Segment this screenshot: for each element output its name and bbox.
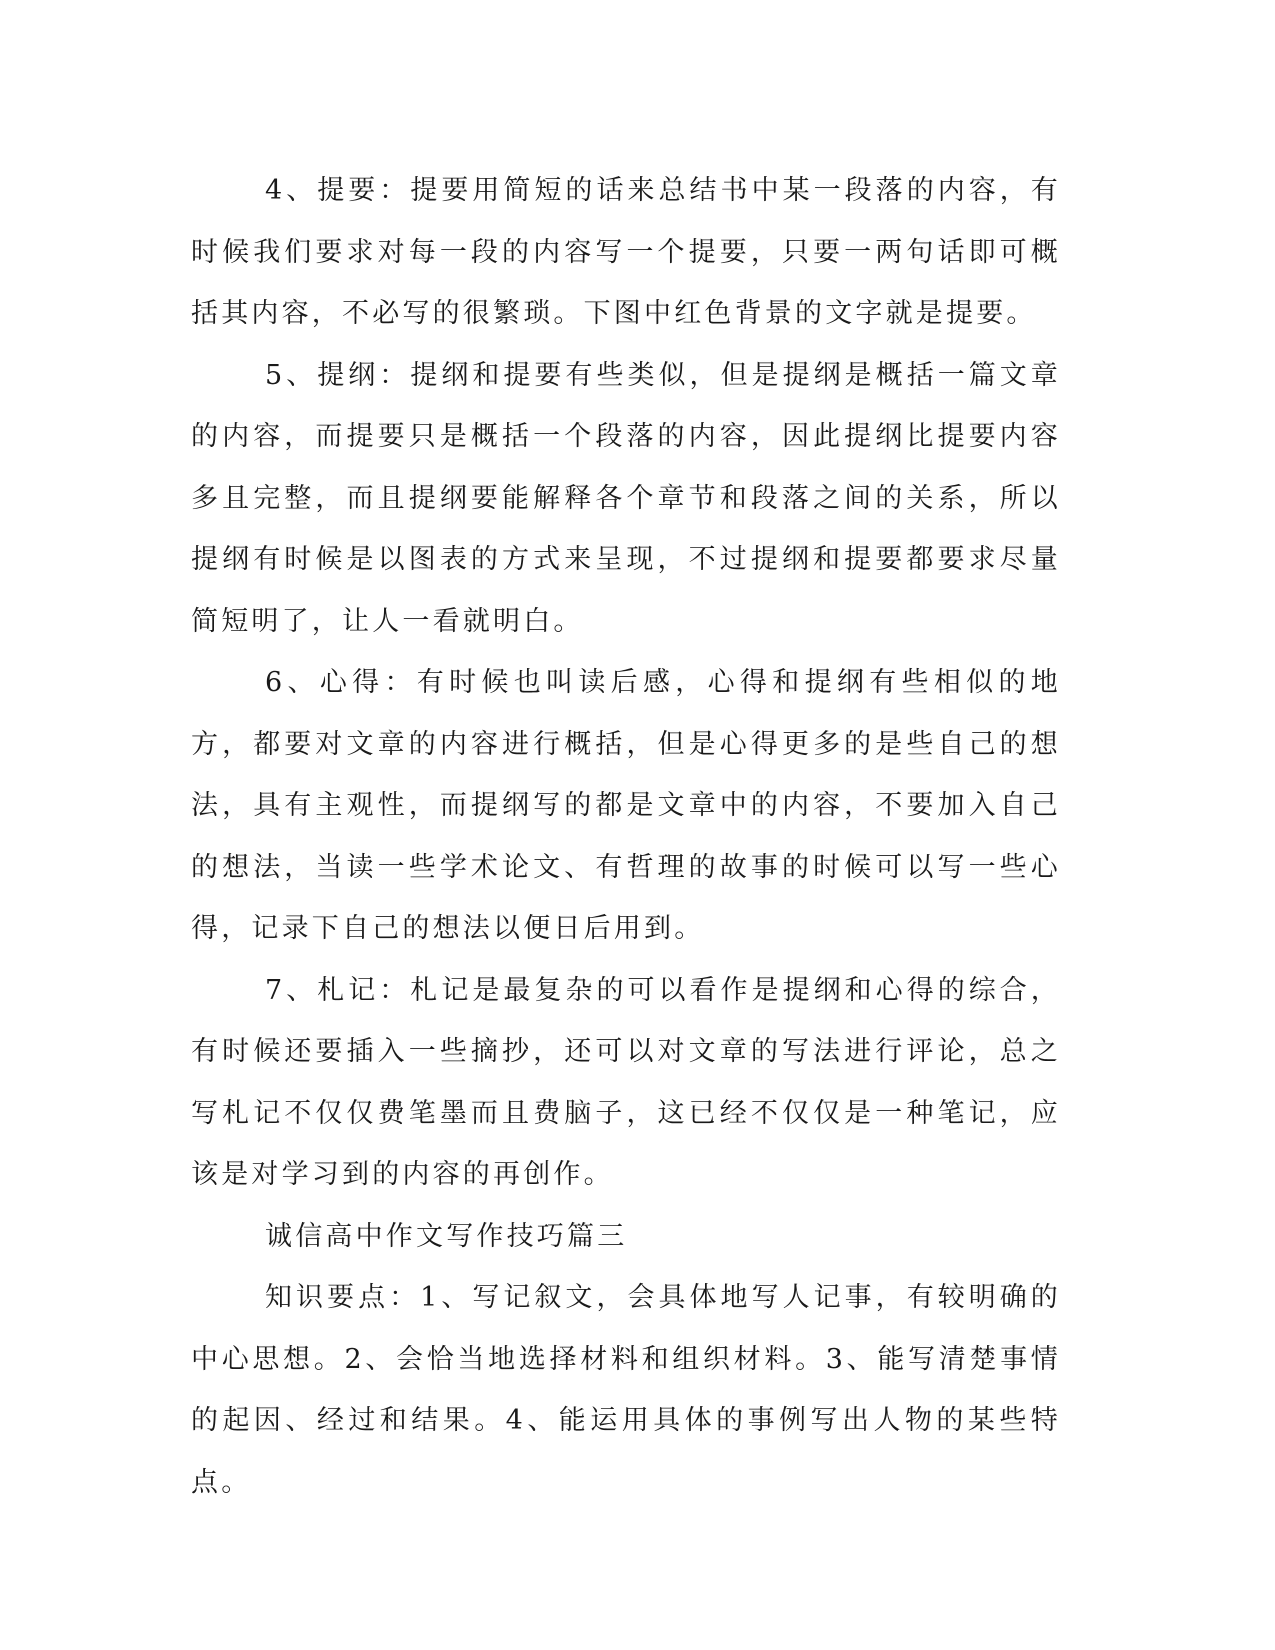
- paragraph-notes: 7、札记：札记是最复杂的可以看作是提纲和心得的综合，有时候还要插入一些摘抄，还可以对文章的写法进行评论，总之写札记不仅仅费笔墨而且费脑子，这已经不仅仅是一种笔记，应该是对学习到的内容的再创作。: [191, 974, 1061, 1190]
- document-body: [191, 160, 1061, 1513]
- paragraph-outline: 5、提纲：提纲和提要有些类似，但是提纲是概括一篇文章的内容，而提要只是概括一个段落的内容，因此提纲比提要内容多且完整，而且提纲要能解释各个章节和段落之间的关系，所以提纲有时候是以图表的方式来呈现，不过提纲和提要都要求尽量简短明了，让人一看就明白。: [191, 359, 1061, 637]
- section-heading: 诚信高中作文写作技巧篇三: [265, 1220, 628, 1252]
- paragraph-key-points: 知识要点：1、写记叙文，会具体地写人记事，有较明确的中心思想。2、会恰当地选择材料和组织材料。3、能写清楚事情的起因、经过和结果。4、能运用具体的事例写出人物的某些特点。: [191, 1282, 1061, 1498]
- paragraph-reflection: 6、心得：有时候也叫读后感，心得和提纲有些相似的地方，都要对文章的内容进行概括，但是心得更多的是些自己的想法，具有主观性，而提纲写的都是文章中的内容，不要加入自己的想法，当读一些学术论文、有哲理的故事的时候可以写一些心得，记录下自己的想法以便日后用到。: [191, 667, 1061, 944]
- paragraph-abstract: 4、提要：提要用简短的话来总结书中某一段落的内容，有时候我们要求对每一段的内容写一个提要，只要一两句话即可概括其内容，不必写的很繁琐。下图中红色背景的文字就是提要。: [191, 175, 1061, 329]
